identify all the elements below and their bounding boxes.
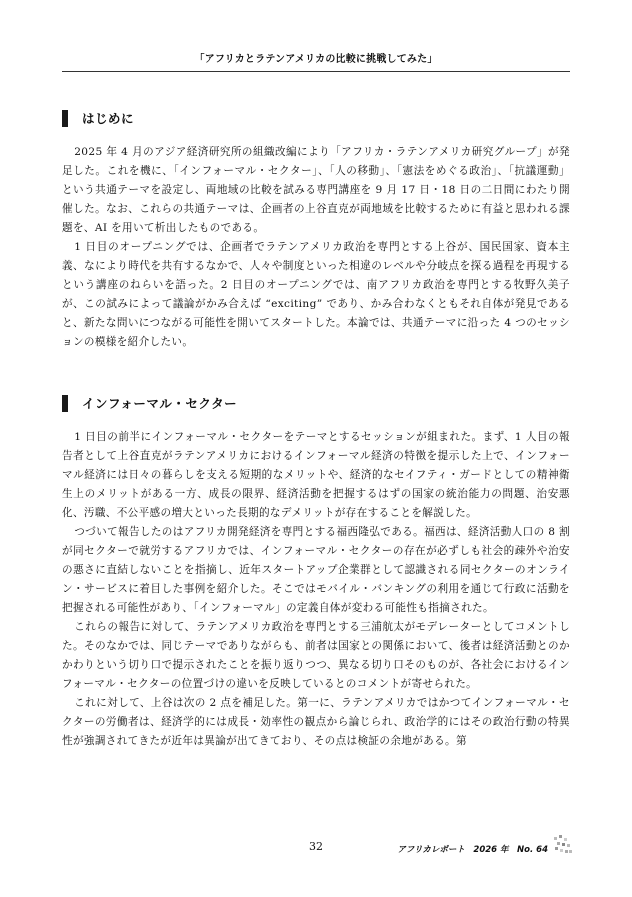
section-heading-introduction bbox=[62, 109, 134, 127]
section-body-introduction bbox=[62, 143, 570, 352]
section-body-informal-sector bbox=[62, 428, 570, 751]
section-title: はじめに bbox=[82, 111, 135, 126]
section-title: インフォーマル・セクター bbox=[82, 396, 238, 411]
paragraph: これに対して、上谷は次の 2 点を補足した。第一に、ラテンアメリカではかつてインフォーマル・セクターの労働者は、経済学的には成長・効率性の観点から論じられ、政治学的にはその政治行動の特異性が強調されてきたが近年は異論が出てきており、その点は検証の余地がある。第 bbox=[62, 697, 570, 747]
running-title: 「アフリカとラテンアメリカの比較に挑戦してみた」 bbox=[194, 54, 438, 65]
section-heading-informal-sector bbox=[62, 394, 237, 412]
paragraph: つづいて報告したのはアフリカ開発経済を専門とする福西隆弘である。福西は、経済活動人口の 8 割が同セクターで就労するアフリカでは、インフォーマル・セクターの存在が必ずしも社会的疎外や治安の悪さに直結しないことを指摘し、近年スタートアップ企業群として認識される同セクターのオンライン・サービスに着目した事例を紹介した。そこではモバイル・バンキングの利用を通じて行政に活動を把握される可能性があり、「インフォーマル」の定義自体が変わる可能性も指摘された。 bbox=[62, 526, 570, 614]
heading-marker bbox=[62, 395, 68, 412]
paragraph: 1 日目の前半にインフォーマル・セクターをテーマとするセッションが組まれた。まず、1 人目の報告者として上谷直克がラテンアメリカにおけるインフォーマル経済の特徴を提示した上で、インフォーマル経済には日々の暮らしを支える短期的なメリットや、経済的なセイフティ・ガードとしての精神衛生上のメリットがある一方、成長の限界、経済活動を把握するはずの国家の統治能力の問題、治安悪化、汚職、不公平感の増大といった長期的なデメリットが存在することを解説した。 bbox=[62, 431, 570, 519]
paragraph: 1 日目のオープニングでは、企画者でラテンアメリカ政治を専門とする上谷が、国民国家、資本主義、なにより時代を共有するなかで、人々や制度といった相違のレベルや分岐点を探る過程を再現するという講座のねらいを語った。2 日目のオープニングでは、南アフリカ政治を専門とする牧野久美子が、この試みによって議論がかみ合えば “exciting” であり、かみ合わなくともそれ自体が発見であると、新たな問いにつながる可能性を開いてスタートした。本論では、共通テーマに沿った 4 つのセッションの模様を紹介したい。 bbox=[62, 241, 570, 348]
header-rule bbox=[62, 71, 570, 72]
heading-marker bbox=[62, 110, 68, 127]
journal-name: アフリカレポート 2026 年 No. 64 bbox=[397, 845, 548, 855]
page-number: 32 bbox=[309, 840, 323, 853]
paragraph: これらの報告に対して、ラテンアメリカ政治を専門とする三浦航太がモデレーターとしてコメントした。そのなかでは、同じテーマでありながらも、前者は国家との関係において、後者は経済活動とのかかわりという切り口で提示されたことを振り返りつつ、異なる切り口そのものが、各社会におけるインフォーマル・セクターの位置づけの違いを反映しているとのコメントが寄せられた。 bbox=[62, 621, 570, 690]
paragraph: 2025 年 4 月のアジア経済研究所の組織改編により「アフリカ・ラテンアメリカ研究グループ」が発足した。これを機に、「インフォーマル・セクター」、「人の移動」、「憲法をめぐる政治」、「抗議運動」という共通テーマを設定し、両地域の比較を試みる専門講座を 9 月 17 日・18 日の二日間にわたり開催した。なお、これらの共通テーマは、企画者の上谷直克が両地域を比較するために有益と思われる課題を、AI を用いて析出したものである。 bbox=[62, 146, 570, 234]
journal-logo-icon bbox=[552, 834, 574, 856]
